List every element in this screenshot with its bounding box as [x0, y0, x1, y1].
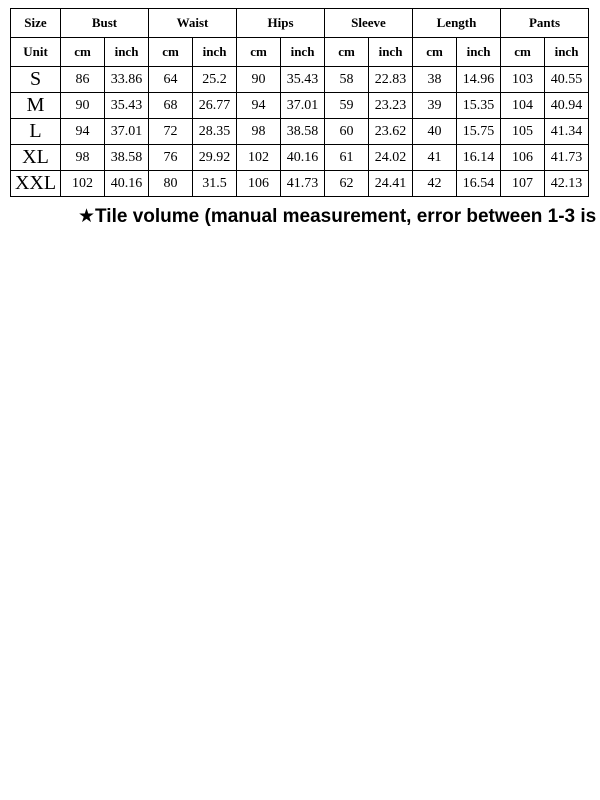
table-cell: 40.55 — [545, 67, 589, 93]
size-label: XXL — [11, 171, 61, 197]
table-cell: 76 — [149, 145, 193, 171]
table-cell: 40 — [413, 119, 457, 145]
table-cell: 26.77 — [193, 93, 237, 119]
unit-label-inch: inch — [105, 38, 149, 67]
table-cell: 22.83 — [369, 67, 413, 93]
unit-label-cm: cm — [61, 38, 105, 67]
table-row — [11, 119, 589, 145]
table-cell: 31.5 — [193, 171, 237, 197]
table-cell: 80 — [149, 171, 193, 197]
table-cell: 62 — [325, 171, 369, 197]
unit-label-cm: cm — [501, 38, 545, 67]
table-cell: 14.96 — [457, 67, 501, 93]
unit-header: Unit — [11, 38, 61, 67]
size-label: XL — [11, 145, 61, 171]
table-cell: 98 — [61, 145, 105, 171]
table-cell: 37.01 — [105, 119, 149, 145]
measure-header-waist: Waist — [149, 9, 237, 38]
unit-label-cm: cm — [325, 38, 369, 67]
measure-header-row — [11, 9, 589, 38]
unit-label-inch: inch — [369, 38, 413, 67]
table-cell: 61 — [325, 145, 369, 171]
table-cell: 94 — [237, 93, 281, 119]
table-cell: 24.02 — [369, 145, 413, 171]
table-cell: 39 — [413, 93, 457, 119]
table-cell: 42 — [413, 171, 457, 197]
unit-label-cm: cm — [149, 38, 193, 67]
measure-header-hips: Hips — [237, 9, 325, 38]
measurement-note: ★Tile volume (manual measurement, error between 1-3 is — [78, 206, 597, 227]
table-cell: 16.54 — [457, 171, 501, 197]
table-cell: 38.58 — [105, 145, 149, 171]
table-cell: 41.73 — [281, 171, 325, 197]
table-cell: 72 — [149, 119, 193, 145]
table-cell: 41.34 — [545, 119, 589, 145]
table-cell: 106 — [237, 171, 281, 197]
unit-label-inch: inch — [281, 38, 325, 67]
measure-header-pants: Pants — [501, 9, 589, 38]
table-cell: 15.75 — [457, 119, 501, 145]
table-cell: 38 — [413, 67, 457, 93]
table-cell: 38.58 — [281, 119, 325, 145]
table-cell: 68 — [149, 93, 193, 119]
table-cell: 105 — [501, 119, 545, 145]
table-cell: 94 — [61, 119, 105, 145]
table-cell: 29.92 — [193, 145, 237, 171]
unit-label-cm: cm — [413, 38, 457, 67]
table-cell: 41 — [413, 145, 457, 171]
table-cell: 25.2 — [193, 67, 237, 93]
table-cell: 64 — [149, 67, 193, 93]
table-cell: 102 — [61, 171, 105, 197]
table-cell: 33.86 — [105, 67, 149, 93]
measure-header-sleeve: Sleeve — [325, 9, 413, 38]
size-label: S — [11, 67, 61, 93]
measure-header-bust: Bust — [61, 9, 149, 38]
table-cell: 90 — [237, 67, 281, 93]
table-row — [11, 171, 589, 197]
table-cell: 28.35 — [193, 119, 237, 145]
table-cell: 107 — [501, 171, 545, 197]
size-header: Size — [11, 9, 61, 38]
table-cell: 98 — [237, 119, 281, 145]
table-cell: 103 — [501, 67, 545, 93]
table-cell: 58 — [325, 67, 369, 93]
size-label: M — [11, 93, 61, 119]
size-chart-table — [10, 8, 589, 197]
table-cell: 37.01 — [281, 93, 325, 119]
unit-label-cm: cm — [237, 38, 281, 67]
table-cell: 40.16 — [281, 145, 325, 171]
table-row — [11, 93, 589, 119]
table-cell: 16.14 — [457, 145, 501, 171]
table-cell: 59 — [325, 93, 369, 119]
table-cell: 42.13 — [545, 171, 589, 197]
table-row — [11, 67, 589, 93]
table-cell: 40.94 — [545, 93, 589, 119]
table-cell: 104 — [501, 93, 545, 119]
table-cell: 86 — [61, 67, 105, 93]
table-cell: 41.73 — [545, 145, 589, 171]
table-cell: 60 — [325, 119, 369, 145]
unit-label-inch: inch — [457, 38, 501, 67]
table-cell: 15.35 — [457, 93, 501, 119]
table-cell: 23.62 — [369, 119, 413, 145]
unit-header-row — [11, 38, 589, 67]
table-cell: 106 — [501, 145, 545, 171]
table-cell: 35.43 — [105, 93, 149, 119]
size-label: L — [11, 119, 61, 145]
table-cell: 35.43 — [281, 67, 325, 93]
table-cell: 24.41 — [369, 171, 413, 197]
unit-label-inch: inch — [193, 38, 237, 67]
measure-header-length: Length — [413, 9, 501, 38]
unit-label-inch: inch — [545, 38, 589, 67]
table-cell: 40.16 — [105, 171, 149, 197]
table-cell: 23.23 — [369, 93, 413, 119]
table-cell: 90 — [61, 93, 105, 119]
table-cell: 102 — [237, 145, 281, 171]
table-row — [11, 145, 589, 171]
